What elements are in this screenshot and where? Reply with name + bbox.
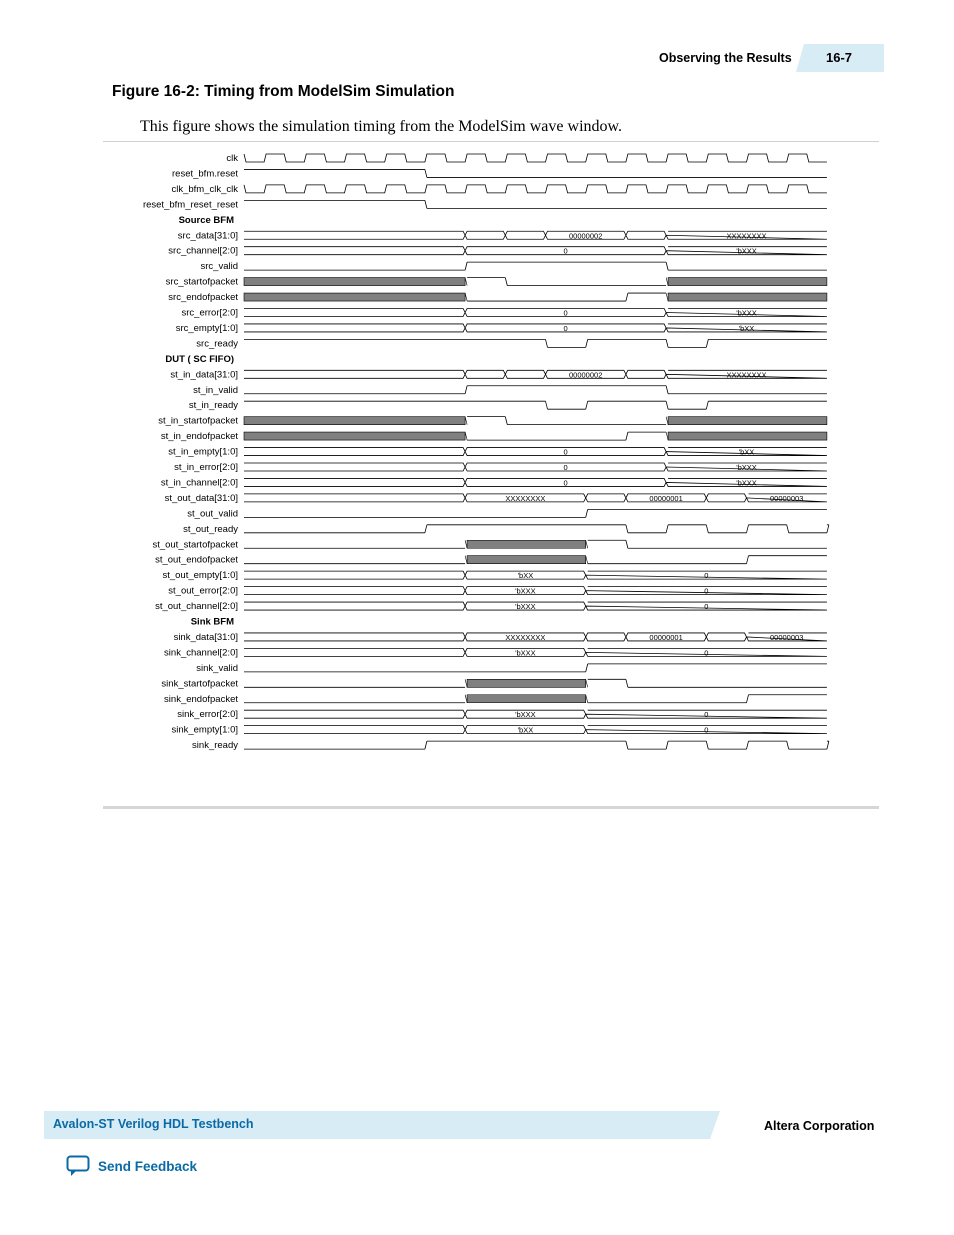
bit-edge — [546, 339, 548, 347]
bus-value: 'bXXX — [515, 602, 536, 612]
unknown-region — [467, 556, 586, 564]
bit-edge — [505, 278, 507, 286]
unknown-region — [244, 432, 465, 440]
signal-label: st_out_startofpacket — [152, 539, 238, 551]
signal-label: sink_error[2:0] — [177, 709, 238, 721]
unknown-region — [244, 278, 465, 286]
clock-wave — [244, 185, 827, 193]
bus-segment — [505, 370, 545, 378]
running-header-section: Observing the Results — [659, 51, 792, 65]
bus-segment — [244, 309, 465, 317]
bus-value: 'bXXX — [736, 246, 757, 256]
signal-label: st_in_endofpacket — [160, 431, 238, 443]
unknown-region — [668, 417, 827, 425]
unknown-region — [244, 417, 465, 425]
signal-label: st_in_valid — [193, 384, 238, 396]
bus-value: 0 — [563, 246, 568, 256]
bus-value: 0 — [563, 478, 568, 488]
signal-label: st_in_error[2:0] — [174, 462, 238, 473]
bit-edge — [425, 741, 427, 749]
bus-segment — [706, 633, 746, 641]
signal-label: src_ready — [196, 338, 238, 350]
unknown-region — [467, 679, 586, 687]
bit-edge — [626, 432, 628, 440]
bit-edge — [747, 695, 749, 703]
signal-label: src_channel[2:0] — [168, 245, 238, 257]
bus-segment — [244, 478, 465, 486]
bus-value: XXXXXXXX — [726, 370, 767, 380]
signal-label: st_in_ready — [188, 400, 238, 412]
unknown-region — [668, 293, 827, 301]
unknown-region — [668, 278, 827, 286]
bit-edge — [827, 741, 829, 749]
bus-value: 0 — [563, 308, 568, 318]
bus-value: 'bXX — [738, 323, 755, 333]
timing-diagram — [140, 146, 832, 754]
bit-edge — [787, 525, 789, 533]
bit-edge — [666, 741, 668, 749]
bus-value: 'bXXX — [515, 648, 536, 658]
signal-label: src_data[31:0] — [177, 230, 238, 242]
bit-edge — [505, 417, 507, 425]
bus-segment — [244, 324, 465, 332]
bus-segment — [626, 231, 666, 239]
group-label: Sink BFM — [190, 616, 234, 628]
bus-segment — [244, 448, 465, 456]
bit-edge — [747, 556, 749, 564]
bit-edge — [425, 525, 427, 533]
signal-label: sink_empty[1:0] — [171, 724, 238, 736]
bus-value: 0 — [704, 602, 709, 612]
footer-doc-title: Avalon-ST Verilog HDL Testbench — [53, 1117, 254, 1131]
signal-label: st_out_error[2:0] — [168, 585, 238, 597]
bus-value: 0 — [704, 586, 709, 596]
signal-label: reset_bfm_reset_reset — [142, 199, 238, 211]
signal-label: sink_valid — [196, 662, 238, 674]
bus-segment — [465, 370, 505, 378]
page-number: 16-7 — [826, 50, 853, 65]
bus-segment — [244, 231, 465, 239]
signal-label: st_out_valid — [187, 508, 238, 520]
bit-edge — [666, 401, 668, 409]
bit-edge — [706, 525, 708, 533]
signal-label: clk — [226, 153, 238, 164]
bus-value: 0 — [704, 648, 709, 658]
figure-caption: This figure shows the simulation timing from the ModelSim wave window. — [140, 118, 623, 135]
bit-edge — [425, 200, 427, 208]
signal-label: sink_endofpacket — [164, 693, 238, 705]
bus-value: 'bXXX — [736, 478, 757, 488]
signal-label: sink_channel[2:0] — [164, 647, 238, 659]
bus-value: 0 — [563, 323, 568, 333]
bus-value: XXXXXXXX — [726, 231, 767, 241]
bus-value: 'bXXX — [736, 463, 757, 472]
bit-edge — [586, 664, 588, 672]
bus-value: 00000002 — [569, 370, 603, 380]
bus-segment — [586, 633, 626, 641]
signal-label: st_in_data[31:0] — [170, 369, 238, 381]
bus-value: 00000002 — [569, 231, 603, 241]
signal-label: sink_startofpacket — [161, 678, 238, 690]
bus-value: 00000001 — [649, 632, 683, 642]
signal-label: st_out_channel[2:0] — [155, 601, 238, 613]
bit-edge — [626, 741, 628, 749]
bit-edge — [465, 262, 467, 270]
bus-value: 0 — [704, 725, 709, 735]
unknown-region — [244, 293, 465, 301]
signal-label: st_in_startofpacket — [158, 415, 238, 427]
bus-segment — [505, 231, 545, 239]
bit-edge — [666, 386, 668, 394]
signal-label: src_empty[1:0] — [175, 322, 238, 334]
bus-segment — [244, 726, 465, 734]
bit-edge — [626, 293, 628, 301]
figure-title: Figure 16-2: Timing from ModelSim Simulation — [112, 83, 455, 100]
bit-edge — [666, 262, 668, 270]
bus-value: 00000003 — [770, 493, 804, 503]
bit-edge — [586, 401, 588, 409]
bit-edge — [827, 525, 829, 533]
bus-segment — [706, 494, 746, 502]
signal-label: src_error[2:0] — [181, 307, 238, 319]
bus-value: 'bXXX — [515, 586, 536, 596]
signal-label: src_endofpacket — [168, 292, 238, 304]
bus-segment — [626, 370, 666, 378]
group-label: DUT ( SC FIFO) — [165, 353, 234, 365]
bus-value: XXXXXXXX — [505, 632, 546, 642]
bit-edge — [626, 679, 628, 687]
group-label: Source BFM — [178, 214, 234, 226]
bus-value: 0 — [563, 447, 568, 457]
bit-edge — [787, 741, 789, 749]
bus-segment — [244, 494, 465, 502]
figure-bottom-rule — [103, 806, 879, 809]
send-feedback-link[interactable] — [66, 1154, 197, 1178]
bit-edge — [586, 339, 588, 347]
bus-segment — [244, 602, 465, 610]
bus-segment — [244, 633, 465, 641]
bus-value: 'bXXX — [515, 710, 536, 720]
bus-value: 'bXX — [517, 725, 534, 735]
bus-segment — [244, 247, 465, 255]
bus-segment — [586, 494, 626, 502]
figure-top-rule — [103, 141, 879, 142]
signal-label: src_startofpacket — [165, 276, 238, 288]
bus-value: 'bXXX — [736, 308, 757, 318]
bus-segment — [244, 370, 465, 378]
bit-edge — [546, 401, 548, 409]
bus-segment — [244, 648, 465, 656]
bus-segment — [244, 463, 465, 471]
bus-value: 00000003 — [770, 632, 804, 642]
page-number-tab — [796, 44, 884, 72]
footer-company: Altera Corporation — [764, 1119, 875, 1133]
bus-value: 0 — [563, 463, 568, 472]
bit-edge — [586, 509, 588, 517]
bit-edge — [747, 741, 749, 749]
bus-segment — [244, 571, 465, 579]
bus-value: 0 — [704, 571, 709, 581]
footer-bar — [44, 1111, 720, 1139]
unknown-region — [668, 432, 827, 440]
signal-label: src_valid — [200, 261, 238, 273]
bus-segment — [244, 587, 465, 595]
bus-value: 00000001 — [649, 493, 683, 503]
signal-label: reset_bfm.reset — [172, 168, 238, 180]
signal-label: st_in_channel[2:0] — [160, 477, 238, 489]
clock-wave — [244, 154, 827, 162]
bit-edge — [626, 540, 628, 548]
unknown-region — [467, 540, 586, 548]
signal-label: clk_bfm_clk_clk — [171, 183, 238, 195]
signal-label: st_out_ready — [183, 523, 238, 535]
bit-edge — [626, 525, 628, 533]
bit-edge — [706, 741, 708, 749]
signal-label: st_in_empty[1:0] — [168, 446, 238, 458]
bus-value: 'bXX — [738, 447, 755, 457]
bus-value: XXXXXXXX — [505, 493, 546, 503]
bus-value: 0 — [704, 710, 709, 720]
bit-edge — [706, 339, 708, 347]
signal-label: sink_data[31:0] — [173, 631, 238, 643]
bus-segment — [244, 710, 465, 718]
bit-edge — [425, 169, 427, 177]
unknown-region — [467, 695, 586, 703]
bit-edge — [666, 339, 668, 347]
signal-label: st_out_endofpacket — [155, 554, 238, 566]
speech-bubble-icon — [66, 1155, 90, 1177]
signal-label: st_out_empty[1:0] — [162, 570, 238, 582]
send-feedback-label: Send Feedback — [98, 1158, 198, 1174]
bit-edge — [666, 525, 668, 533]
bit-edge — [747, 525, 749, 533]
signal-label: sink_ready — [192, 740, 238, 752]
signal-label: st_out_data[31:0] — [164, 492, 238, 504]
bit-edge — [706, 401, 708, 409]
bus-value: 'bXX — [517, 571, 534, 581]
bus-segment — [465, 231, 505, 239]
bit-edge — [465, 386, 467, 394]
